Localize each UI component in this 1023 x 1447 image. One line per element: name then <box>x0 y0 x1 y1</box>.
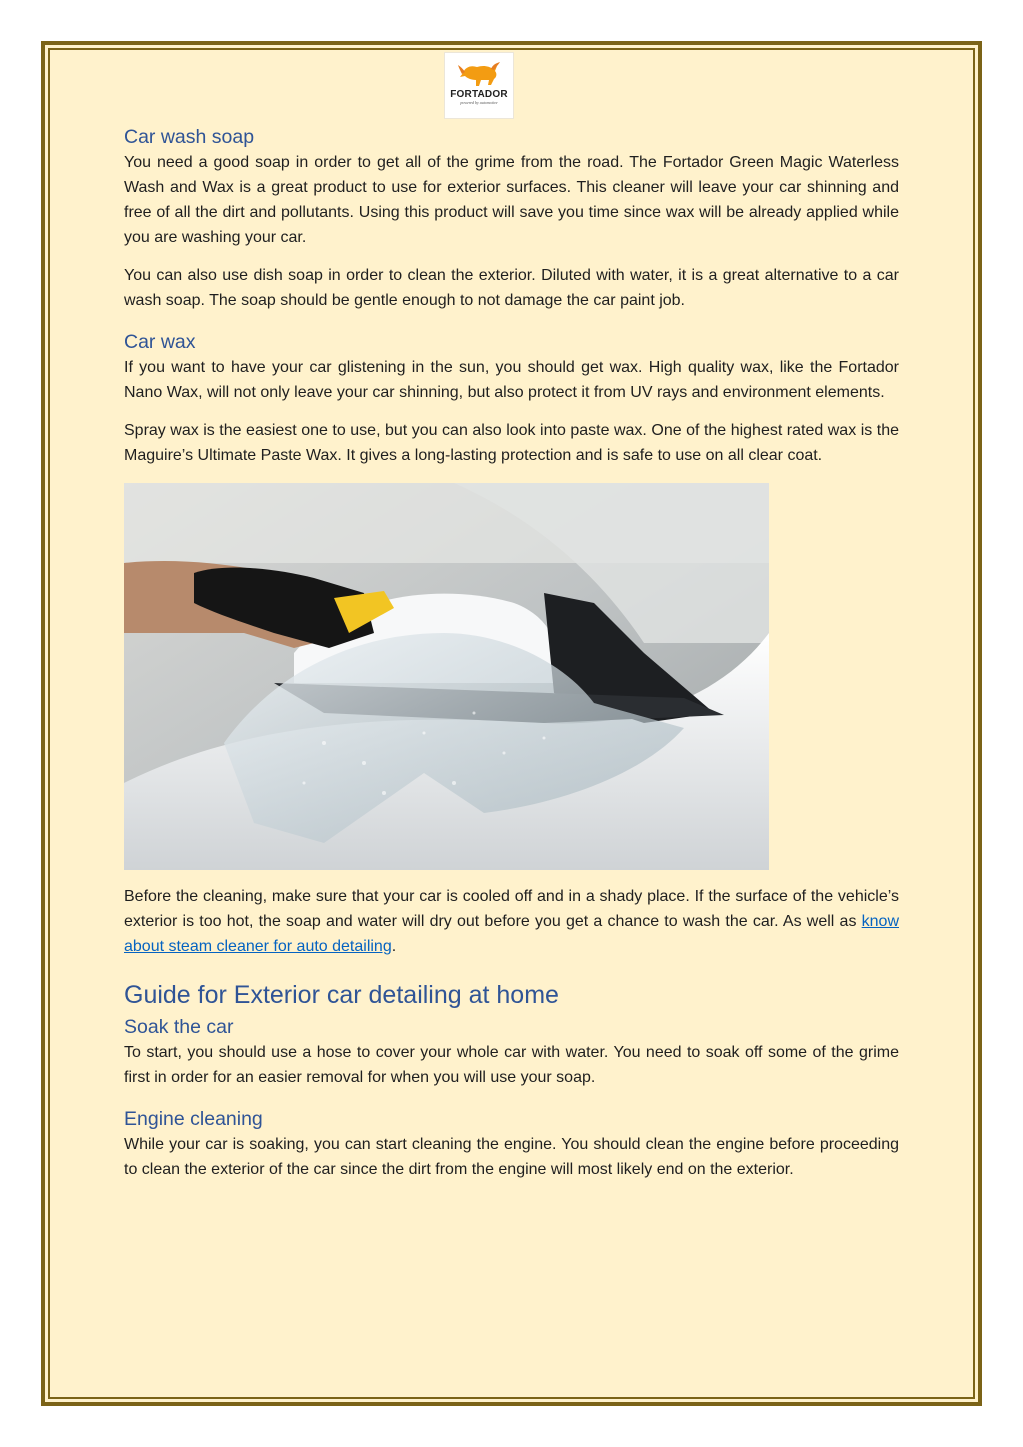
document-body <box>124 124 899 1182</box>
paragraph: Spray wax is the easiest one to use, but you can also look into paste wax. One of the highest rated wax is the Maguire’s Ultimate Paste Wax. It gives a long-lasting protection and is safe to use on all clear coat. <box>124 422 899 464</box>
fortador-logo <box>444 52 514 119</box>
paragraph-text: Before the cleaning, make sure that your car is cooled off and in a shady place. If the surface of the vehicle’s exterior is too hot, the soap and water will dry out before you get a chance to wash the car. As well as <box>124 888 899 930</box>
steam-cleaner-link[interactable]: know about steam cleaner for auto detailing <box>124 913 899 955</box>
logo-brand: FORTADOR <box>450 89 508 100</box>
heading-engine-cleaning: Engine cleaning <box>124 1108 263 1130</box>
paragraph: If you want to have your car glistening in the sun, you should get wax. High quality wax, like the Fortador Nano Wax, will not only leave your car shinning, but also protect it from UV rays and environment elements. <box>124 359 899 401</box>
paragraph-before-cleaning <box>124 884 899 959</box>
paragraph: You need a good soap in order to get all of the grime from the road. The Fortador Green Magic Waterless Wash and Wax is a great product to use for exterior surfaces. This cleaner will leave your car shinning and free of all the dirt and pollutants. Using this product will save you time since wax will be already applied while you are washing your car. <box>124 154 899 246</box>
heading-soak-the-car: Soak the car <box>124 1016 234 1038</box>
logo-tagline: powered by automotive <box>460 100 498 105</box>
heading-guide: Guide for Exterior car detailing at home <box>124 981 559 1009</box>
paragraph: To start, you should use a hose to cover your whole car with water. You need to soak off some of the grime first in order for an easier removal for when you will use your soap. <box>124 1044 899 1086</box>
paragraph-end: . <box>391 938 397 955</box>
heading-car-wash-soap: Car wash soap <box>124 126 255 148</box>
paragraph: While your car is soaking, you can start cleaning the engine. You should clean the engine before proceeding to clean the exterior of the car since the dirt from the engine will most likely end on the exterior. <box>124 1136 899 1178</box>
bull-icon <box>457 59 501 89</box>
heading-car-wax: Car wax <box>124 331 196 353</box>
paragraph: You can also use dish soap in order to clean the exterior. Diluted with water, it is a great alternative to a car wash soap. The soap should be gentle enough to not damage the car paint job. <box>124 267 899 309</box>
car-wax-photo <box>124 483 769 870</box>
